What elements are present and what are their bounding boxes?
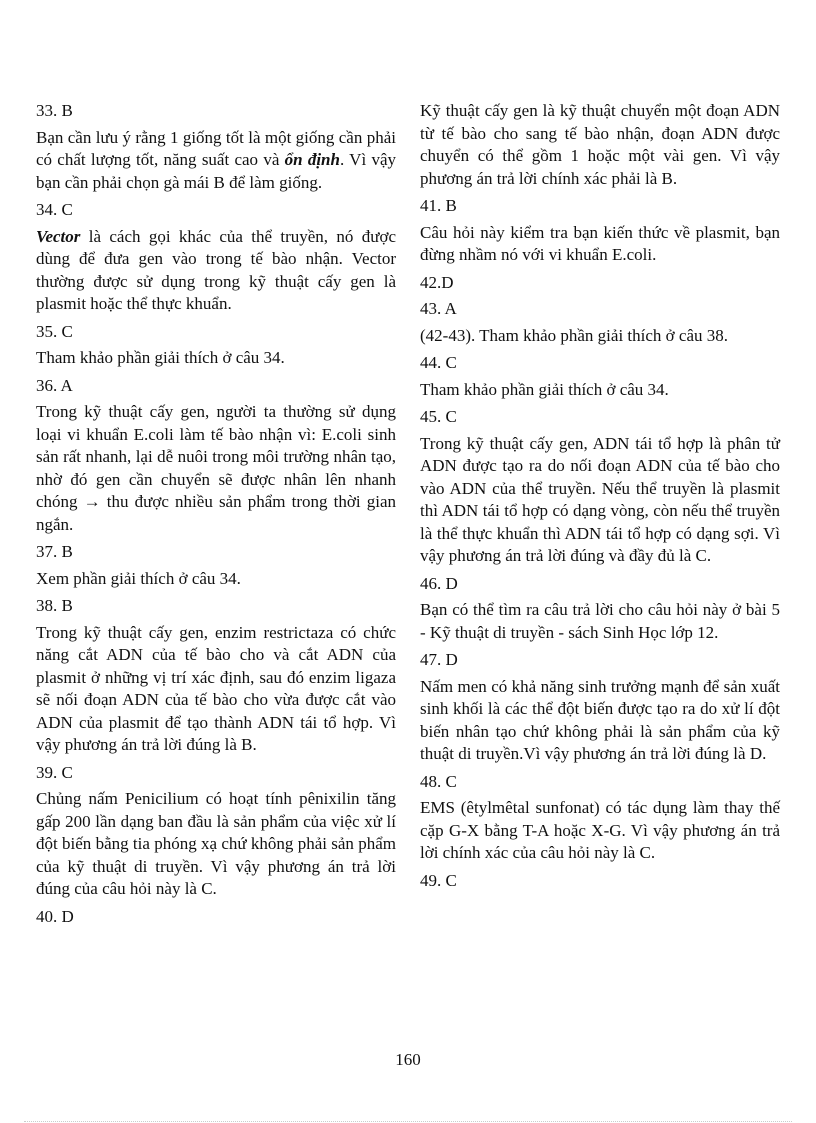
- emphasis-on-dinh: ổn định: [284, 150, 340, 169]
- answer-number-34: 34. C: [36, 200, 73, 219]
- answer-number-47: 47. D: [420, 650, 458, 669]
- explanation-36: Trong kỹ thuật cấy gen, người ta thường sử dụng loại vi khuẩn E.coli làm tế bào nhận vì: E.coli sinh sản rất nhanh, lại dễ nuôi trong môi trường nhân tạo, nhờ đó gen cần chuyển sẽ được nhân lên nhanh chóng → thu được nhiều sản phẩm trong thời gian ngắn.: [36, 402, 396, 534]
- explanation-39: Chủng nấm Penicilium có hoạt tính pênixilin tăng gấp 200 lần dạng ban đầu là sản phẩm của việc xử lí đột biến bằng tia phóng xạ chứ không phải sản phẩm của kỹ thuật di truyền. Vì vậy phương án trả lời đúng của câu hỏi này là C.: [36, 789, 396, 898]
- answer-number-41: 41. B: [420, 196, 457, 215]
- answer-number-36: 36. A: [36, 375, 73, 395]
- explanation-34: Vector là cách gọi khác của thể truyền, nó được dùng để đưa gen vào trong tế bào nhận. Vector thường được sử dụng trong kỹ thuật cấy gen là plasmit hoặc thể thực khuẩn.: [36, 226, 396, 313]
- explanation-44: Tham khảo phần giải thích ở câu 34.: [420, 379, 669, 399]
- page-bottom-divider: [24, 1121, 792, 1122]
- explanation-33: Bạn cần lưu ý rằng 1 giống tốt là một giống cần phải có chất lượng tốt, năng suất cao và ổn định. Vì vậy bạn cần phải chọn gà mái B để làm giống.: [36, 127, 396, 192]
- answer-number-43: 43. A: [420, 299, 457, 318]
- explanation-46: Bạn có thể tìm ra câu trả lời cho câu hỏi này ở bài 5 - Kỹ thuật di truyền - sách Sinh Học lớp 12.: [420, 600, 780, 642]
- answer-number-48: 48. C: [420, 771, 457, 791]
- answer-number-49: 49. C: [420, 870, 457, 890]
- explanation-40: Kỹ thuật cấy gen là kỹ thuật chuyển một đoạn ADN từ tế bào cho sang tế bào nhận, đoạn ADN được chuyển có thể gồm 1 hoặc một vài gen. Vì vậy phương án trả lời chính xác phải là B.: [420, 101, 780, 188]
- explanation-35: Tham khảo phần giải thích ở câu 34.: [36, 348, 285, 367]
- explanation-41: Câu hỏi này kiểm tra bạn kiến thức về plasmit, bạn đừng nhầm nó với vi khuẩn E.coli.: [420, 222, 780, 264]
- answer-number-45: 45. C: [420, 407, 457, 426]
- page-number: 160: [395, 1050, 421, 1069]
- explanation-45: Trong kỹ thuật cấy gen, ADN tái tổ hợp là phân tử ADN được tạo ra do nối đoạn ADN của tế bào cho vào ADN của thể truyền. Nếu thể truyền là plasmit thì ADN tái tổ hợp có dạng vòng, còn nếu thể truyền là thể thực khuẩn thì ADN tái tổ hợp có dạng sợi. Vì vậy phương án trả lời đúng và đầy đủ là C.: [420, 433, 780, 565]
- explanation-42-43: (42-43). Tham khảo phần giải thích ở câu 38.: [420, 325, 728, 345]
- explanation-48: EMS (êtylmêtal sunfonat) có tác dụng làm thay thế cặp G-X bằng T-A hoặc X-G. Vì vậy phương án trả lời chính xác của câu hỏi này là C.: [420, 798, 780, 862]
- answer-number-44: 44. C: [420, 353, 457, 372]
- emphasis-vector: Vector: [36, 226, 81, 246]
- right-column: [420, 100, 780, 896]
- answer-number-37: 37. B: [36, 542, 73, 561]
- answer-number-40: 40. D: [36, 906, 74, 926]
- explanation-37: Xem phần giải thích ở câu 34.: [36, 568, 241, 588]
- explanation-47: Nấm men có khả năng sinh trưởng mạnh để sản xuất sinh khối là các thể đột biến được tạo ra do xử lí đột biến nhân tạo chứ không phải là sản phẩm của kỹ thuật di truyền.Vì vậy phương án trả lời đúng là D.: [420, 676, 780, 763]
- left-column: [36, 100, 396, 932]
- answer-number-33: 33. B: [36, 101, 73, 120]
- answer-number-46: 46. D: [420, 573, 458, 593]
- answer-number-42: 42.D: [420, 272, 454, 292]
- answer-number-39: 39. C: [36, 762, 73, 782]
- answer-number-35: 35. C: [36, 321, 73, 341]
- answer-number-38: 38. B: [36, 596, 73, 615]
- explanation-38: Trong kỹ thuật cấy gen, enzim restrictaza có chức năng cắt ADN của tế bào cho và cắt ADN của plasmit ở những vị trí xác định, sau đó enzim ligaza sẽ nối đoạn ADN của tế bào cho vừa được cắt vào ADN của plasmit để tạo thành ADN tái tổ hợp. Vì vậy phương án trả lời đúng là B.: [36, 622, 396, 754]
